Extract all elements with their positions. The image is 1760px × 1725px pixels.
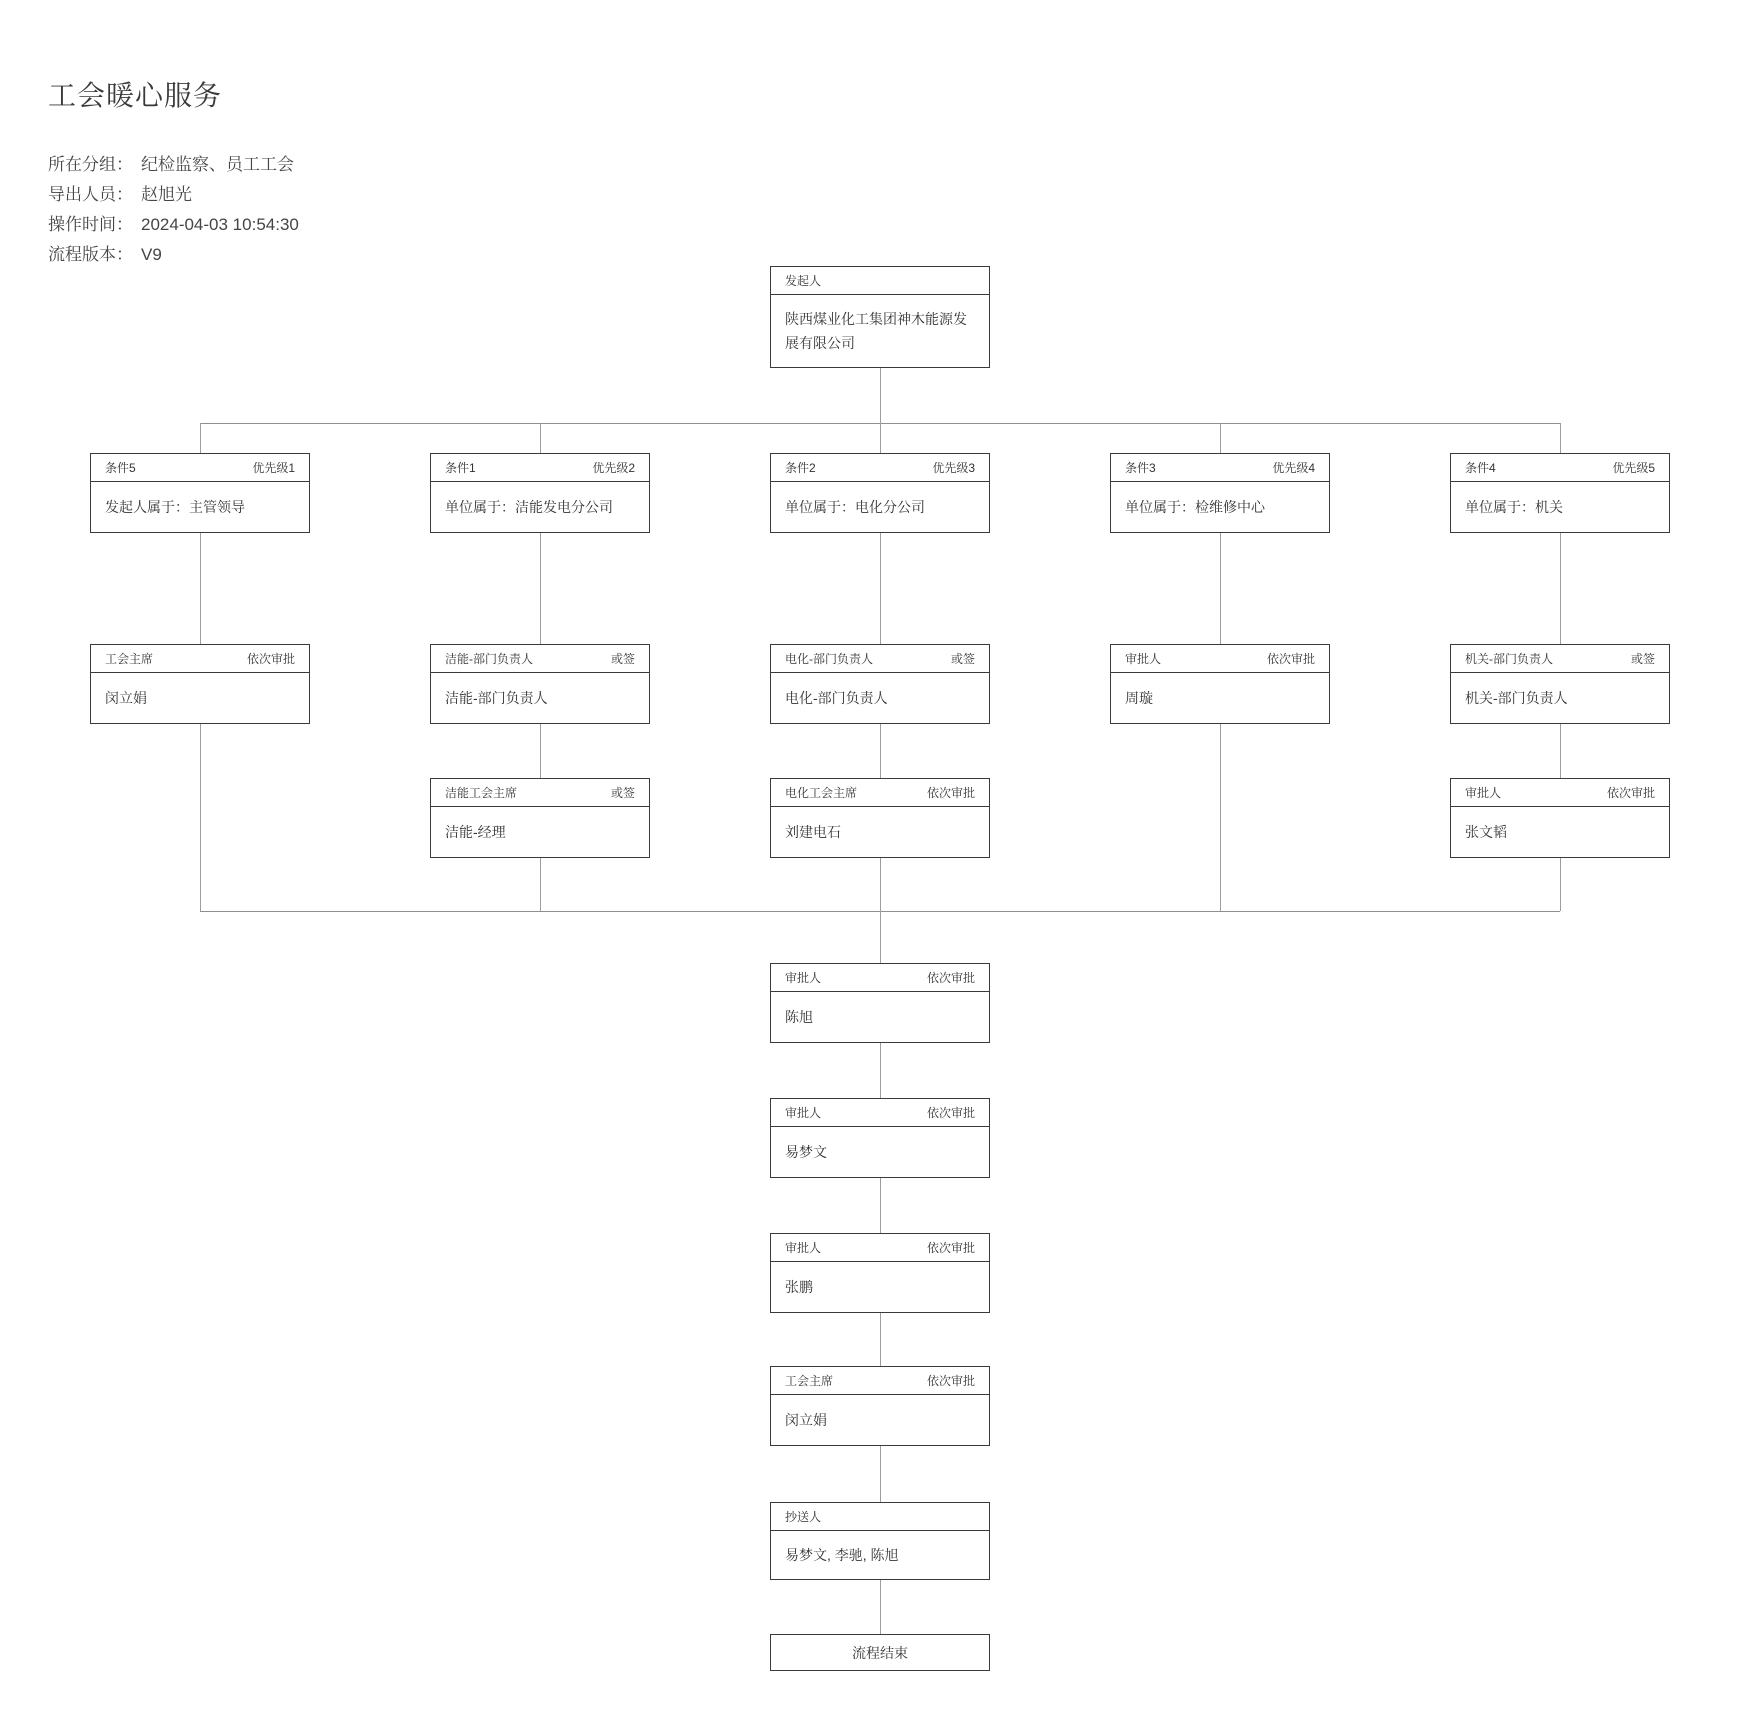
node-role-label: 条件2 <box>785 461 816 475</box>
meta-time-value: 2024-04-03 10:54:30 <box>141 215 299 234</box>
meta-version <box>48 240 299 270</box>
node-role-label: 洁能-部门负责人 <box>445 652 533 666</box>
node-mode-label: 依次审批 <box>1606 786 1655 800</box>
node-header <box>1451 454 1669 482</box>
node-role-label: 抄送人 <box>785 1510 822 1524</box>
node-role-label: 电化工会主席 <box>785 786 858 800</box>
meta-time <box>48 210 299 240</box>
node-role-label: 条件1 <box>445 461 476 475</box>
node-approver-zhouxuan <box>1110 644 1330 724</box>
node-role-label: 条件5 <box>105 461 136 475</box>
node-role-label: 审批人 <box>1125 652 1162 666</box>
connector-vline <box>540 858 541 911</box>
node-role-label: 审批人 <box>785 1106 822 1120</box>
node-role-label: 洁能工会主席 <box>445 786 518 800</box>
meta-block <box>48 150 299 270</box>
node-mode-label: 依次审批 <box>926 786 975 800</box>
node-header <box>1111 454 1329 482</box>
node-flow-end <box>770 1634 990 1671</box>
node-body-text: 张鹏 <box>785 1279 813 1295</box>
node-body-text: 刘建电石 <box>785 824 841 840</box>
node-condition-4 <box>1450 453 1670 533</box>
node-body-text: 闵立娟 <box>785 1412 827 1428</box>
node-approver-zhangwentao <box>1450 778 1670 858</box>
node-dianhua-union-chair <box>770 778 990 858</box>
node-condition-1 <box>430 453 650 533</box>
node-condition-3 <box>1110 453 1330 533</box>
node-body-text: 易梦文 <box>785 1144 827 1160</box>
node-header <box>771 964 989 992</box>
connector-vline <box>880 368 881 423</box>
connector-vline <box>880 1446 881 1502</box>
connector-vline <box>880 423 881 453</box>
node-role-label: 审批人 <box>785 1241 822 1255</box>
node-body-text: 洁能-经理 <box>445 824 506 840</box>
connector-vline <box>200 423 201 453</box>
node-priority-label: 优先级1 <box>252 461 295 475</box>
node-body-text: 单位属于：电化分公司 <box>785 499 925 515</box>
node-body-text: 单位属于：洁能发电分公司 <box>445 499 613 515</box>
node-role-label: 发起人 <box>785 274 822 288</box>
connector-vline <box>540 423 541 453</box>
node-body-text: 周璇 <box>1125 690 1153 706</box>
node-approver-chenxu <box>770 963 990 1043</box>
connector-vline <box>1560 533 1561 644</box>
node-role-label: 条件3 <box>1125 461 1156 475</box>
node-mode-label: 或签 <box>1630 652 1655 666</box>
connector-vline <box>880 911 881 963</box>
node-priority-label: 优先级3 <box>932 461 975 475</box>
node-role-label: 条件4 <box>1465 461 1496 475</box>
node-header <box>1111 645 1329 673</box>
connector-vline <box>880 724 881 778</box>
node-header <box>771 1099 989 1127</box>
node-mode-label: 或签 <box>950 652 975 666</box>
node-condition-5 <box>90 453 310 533</box>
node-priority-label: 优先级5 <box>1612 461 1655 475</box>
node-body-text: 闵立娟 <box>105 690 147 706</box>
connector-vline <box>200 533 201 644</box>
connector-vline <box>880 533 881 644</box>
connector-vline <box>540 724 541 778</box>
node-dianhua-dept-head <box>770 644 990 724</box>
meta-exporter-value: 赵旭光 <box>141 185 192 204</box>
meta-exporter-label: 导出人员： <box>48 185 133 204</box>
node-body-text: 张文韬 <box>1465 824 1507 840</box>
node-header <box>771 267 989 295</box>
node-header <box>431 454 649 482</box>
meta-version-label: 流程版本： <box>48 245 133 264</box>
connector-vline <box>200 724 201 911</box>
meta-group-label: 所在分组： <box>48 155 133 174</box>
node-body-text: 陈旭 <box>785 1009 813 1025</box>
node-header <box>771 454 989 482</box>
node-mode-label: 依次审批 <box>926 1106 975 1120</box>
flow-end-label: 流程结束 <box>852 1644 908 1661</box>
node-body-text: 洁能-部门负责人 <box>445 690 548 706</box>
node-initiator <box>770 266 990 368</box>
node-priority-label: 优先级4 <box>1272 461 1315 475</box>
node-header <box>91 645 309 673</box>
node-header <box>431 645 649 673</box>
node-body-text: 电化-部门负责人 <box>785 690 888 706</box>
node-role-label: 电化-部门负责人 <box>785 652 873 666</box>
node-mode-label: 依次审批 <box>1266 652 1315 666</box>
node-approver-zhangpeng <box>770 1233 990 1313</box>
node-body-text: 易梦文, 李驰, 陈旭 <box>785 1547 899 1563</box>
node-condition-2 <box>770 453 990 533</box>
node-role-label: 审批人 <box>1465 786 1502 800</box>
meta-group-value: 纪检监察、员工工会 <box>141 155 294 174</box>
node-header <box>771 1503 989 1531</box>
node-body-text: 单位属于：机关 <box>1465 499 1563 515</box>
node-role-label: 工会主席 <box>785 1374 834 1388</box>
node-body-text: 机关-部门负责人 <box>1465 690 1568 706</box>
node-header <box>1451 779 1669 807</box>
node-jieneng-union-chair <box>430 778 650 858</box>
meta-time-label: 操作时间： <box>48 215 133 234</box>
node-mode-label: 依次审批 <box>926 1374 975 1388</box>
meta-group <box>48 150 299 180</box>
connector-vline <box>880 1043 881 1098</box>
node-jiguan-dept-head <box>1450 644 1670 724</box>
node-header <box>431 779 649 807</box>
node-mode-label: 依次审批 <box>246 652 295 666</box>
node-cc <box>770 1502 990 1580</box>
node-body-text: 陕西煤业化工集团神木能源发展有限公司 <box>785 311 967 351</box>
page-title: 工会暖心服务 <box>48 80 223 111</box>
node-approver-yimengwen <box>770 1098 990 1178</box>
connector-vline <box>880 1178 881 1233</box>
connector-vline <box>1220 533 1221 644</box>
node-body-text: 单位属于：检维修中心 <box>1125 499 1265 515</box>
node-header <box>771 1234 989 1262</box>
node-header <box>771 1367 989 1395</box>
node-mode-label: 依次审批 <box>926 971 975 985</box>
connector-vline <box>1220 724 1221 911</box>
node-priority-label: 优先级2 <box>592 461 635 475</box>
node-union-chair-final <box>770 1366 990 1446</box>
node-mode-label: 或签 <box>610 652 635 666</box>
connector-vline <box>1560 724 1561 778</box>
connector-vline <box>880 858 881 911</box>
node-header <box>771 779 989 807</box>
connector-vline <box>540 533 541 644</box>
node-jieneng-dept-head <box>430 644 650 724</box>
node-body-text: 发起人属于：主管领导 <box>105 499 245 515</box>
meta-exporter <box>48 180 299 210</box>
node-mode-label: 或签 <box>610 786 635 800</box>
connector-vline <box>1560 423 1561 453</box>
connector-vline <box>1560 858 1561 911</box>
connector-vline <box>1220 423 1221 453</box>
node-mode-label: 依次审批 <box>926 1241 975 1255</box>
node-header <box>91 454 309 482</box>
connector-vline <box>880 1580 881 1634</box>
node-header <box>771 645 989 673</box>
meta-version-value: V9 <box>141 245 162 264</box>
node-role-label: 机关-部门负责人 <box>1465 652 1553 666</box>
node-header <box>1451 645 1669 673</box>
node-union-chair-branch <box>90 644 310 724</box>
node-role-label: 工会主席 <box>105 652 154 666</box>
node-role-label: 审批人 <box>785 971 822 985</box>
connector-vline <box>880 1313 881 1366</box>
